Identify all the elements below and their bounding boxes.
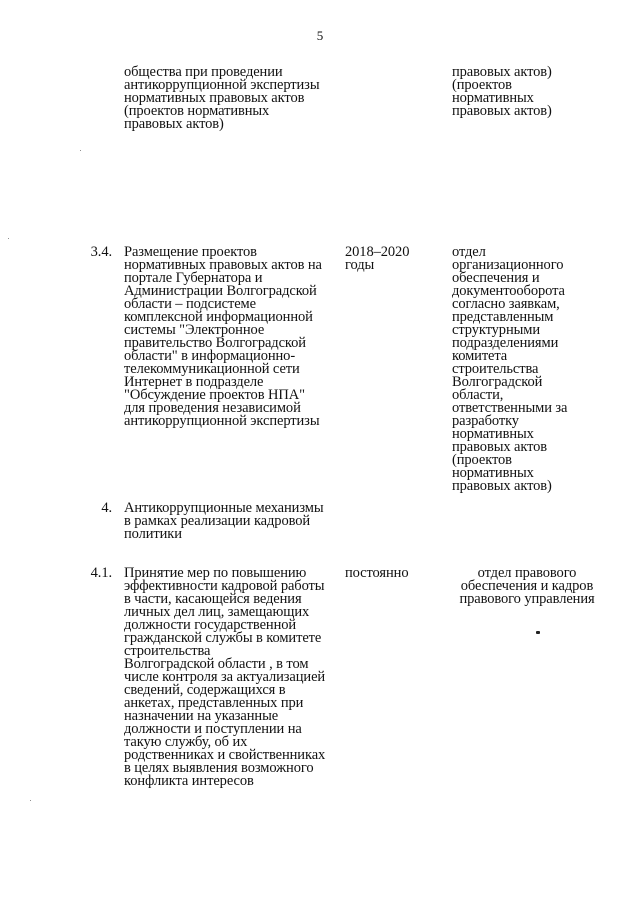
description-line: правовых актов): [124, 116, 224, 132]
description-line: Администрации Волгоградской: [124, 283, 317, 299]
responsible-line: правовых актов: [452, 439, 548, 455]
row-responsible: [452, 567, 602, 606]
description-line: антикоррупционной экспертизы: [124, 413, 320, 429]
description-line: области" в информационно-: [124, 348, 296, 364]
row-responsible: [452, 246, 602, 493]
term-line: 2018–2020: [345, 244, 410, 260]
description-line: в рамках реализации кадровой: [124, 513, 311, 529]
description-line: Антикоррупционные механизмы: [124, 500, 324, 516]
description-line: для проведения независимой: [124, 400, 301, 416]
row-number: 4.: [101, 500, 112, 516]
description-line: числе контроля за актуализацией: [124, 669, 326, 685]
responsible-line: Волгоградской: [452, 374, 543, 390]
scan-speck: [8, 238, 9, 239]
description-line: комплексной информационной: [124, 309, 313, 325]
description-line: должности государственной: [124, 617, 297, 633]
row-number: 4.1.: [90, 565, 112, 581]
description-line: должности и поступлении на: [124, 721, 302, 737]
responsible-line: ответственными за: [452, 400, 568, 416]
description-line: Принятие мер по повышению: [124, 565, 307, 581]
description-line: Размещение проектов: [124, 244, 257, 260]
responsible-line: комитета: [452, 348, 508, 364]
description-line: сведений, содержащихся в: [124, 682, 286, 698]
responsible-line: организационного: [452, 257, 564, 273]
description-line: строительства: [124, 643, 211, 659]
description-line: родственниках и свойственниках: [124, 747, 326, 763]
description-line: нормативных правовых актов на: [124, 257, 322, 273]
responsible-line: строительства: [452, 361, 539, 377]
description-line: "Обсуждение проектов НПА": [124, 387, 305, 403]
scan-speck: [30, 800, 31, 801]
responsible-line: (проектов: [452, 77, 512, 93]
responsible-line: (проектов: [452, 452, 512, 468]
description-line: общества при проведении: [124, 64, 283, 80]
description-line: системы "Электронное: [124, 322, 265, 338]
description-line: Волгоградской области , в том: [124, 656, 309, 672]
description-line: такую службу, об их: [124, 734, 248, 750]
description-line: антикоррупционной экспертизы: [124, 77, 320, 93]
term-line: постоянно: [345, 565, 409, 581]
description-line: анкетах, представленных при: [124, 695, 304, 711]
responsible-line: подразделениями: [452, 335, 559, 351]
description-line: эффективности кадровой работы: [124, 578, 325, 594]
responsible-line: правовых актов): [452, 64, 552, 80]
responsible-line: документооборота: [452, 283, 565, 299]
term-line: годы: [345, 257, 375, 273]
description-line: назначении на указанные: [124, 708, 279, 724]
scan-speck: [80, 150, 81, 151]
responsible-line: области,: [452, 387, 504, 403]
responsible-line: обеспечения и: [452, 270, 540, 286]
row-description: [124, 567, 342, 788]
description-line: в целях выявления возможного: [124, 760, 314, 776]
description-line: Интернет в подразделе: [124, 374, 264, 390]
page-number: 5: [316, 28, 324, 43]
responsible-line: обеспечения и кадров: [460, 578, 594, 594]
responsible-line: представленным: [452, 309, 554, 325]
responsible-line: разработку: [452, 413, 519, 429]
description-line: политики: [124, 526, 182, 542]
description-line: портале Губернатора и: [124, 270, 263, 286]
responsible-line: нормативных: [452, 465, 534, 481]
row-number: 3.4.: [90, 244, 112, 260]
responsible-line: нормативных: [452, 90, 534, 106]
responsible-line: правовых актов): [452, 478, 552, 494]
description-line: правительство Волгоградской: [124, 335, 306, 351]
description-line: в части, касающейся ведения: [124, 591, 302, 607]
scan-speck: [536, 631, 540, 634]
responsible-line: нормативных: [452, 426, 534, 442]
row-responsible: [452, 66, 602, 118]
description-line: нормативных правовых актов: [124, 90, 305, 106]
row-description: [124, 246, 342, 428]
row-description: [124, 66, 342, 131]
responsible-line: правового управления: [459, 591, 595, 607]
description-line: гражданской службы в комитете: [124, 630, 322, 646]
responsible-line: структурными: [452, 322, 540, 338]
row-description: [124, 502, 342, 541]
row-term: [345, 567, 437, 580]
description-line: конфликта интересов: [124, 773, 254, 789]
responsible-line: согласно заявкам,: [452, 296, 560, 312]
description-line: телекоммуникационной сети: [124, 361, 300, 377]
description-line: личных дел лиц, замещающих: [124, 604, 310, 620]
responsible-line: отдел: [452, 244, 486, 260]
responsible-line: правовых актов): [452, 103, 552, 119]
description-line: области – подсистеме: [124, 296, 256, 312]
row-term: [345, 246, 437, 272]
description-line: (проектов нормативных: [124, 103, 270, 119]
responsible-line: отдел правового: [477, 565, 577, 581]
